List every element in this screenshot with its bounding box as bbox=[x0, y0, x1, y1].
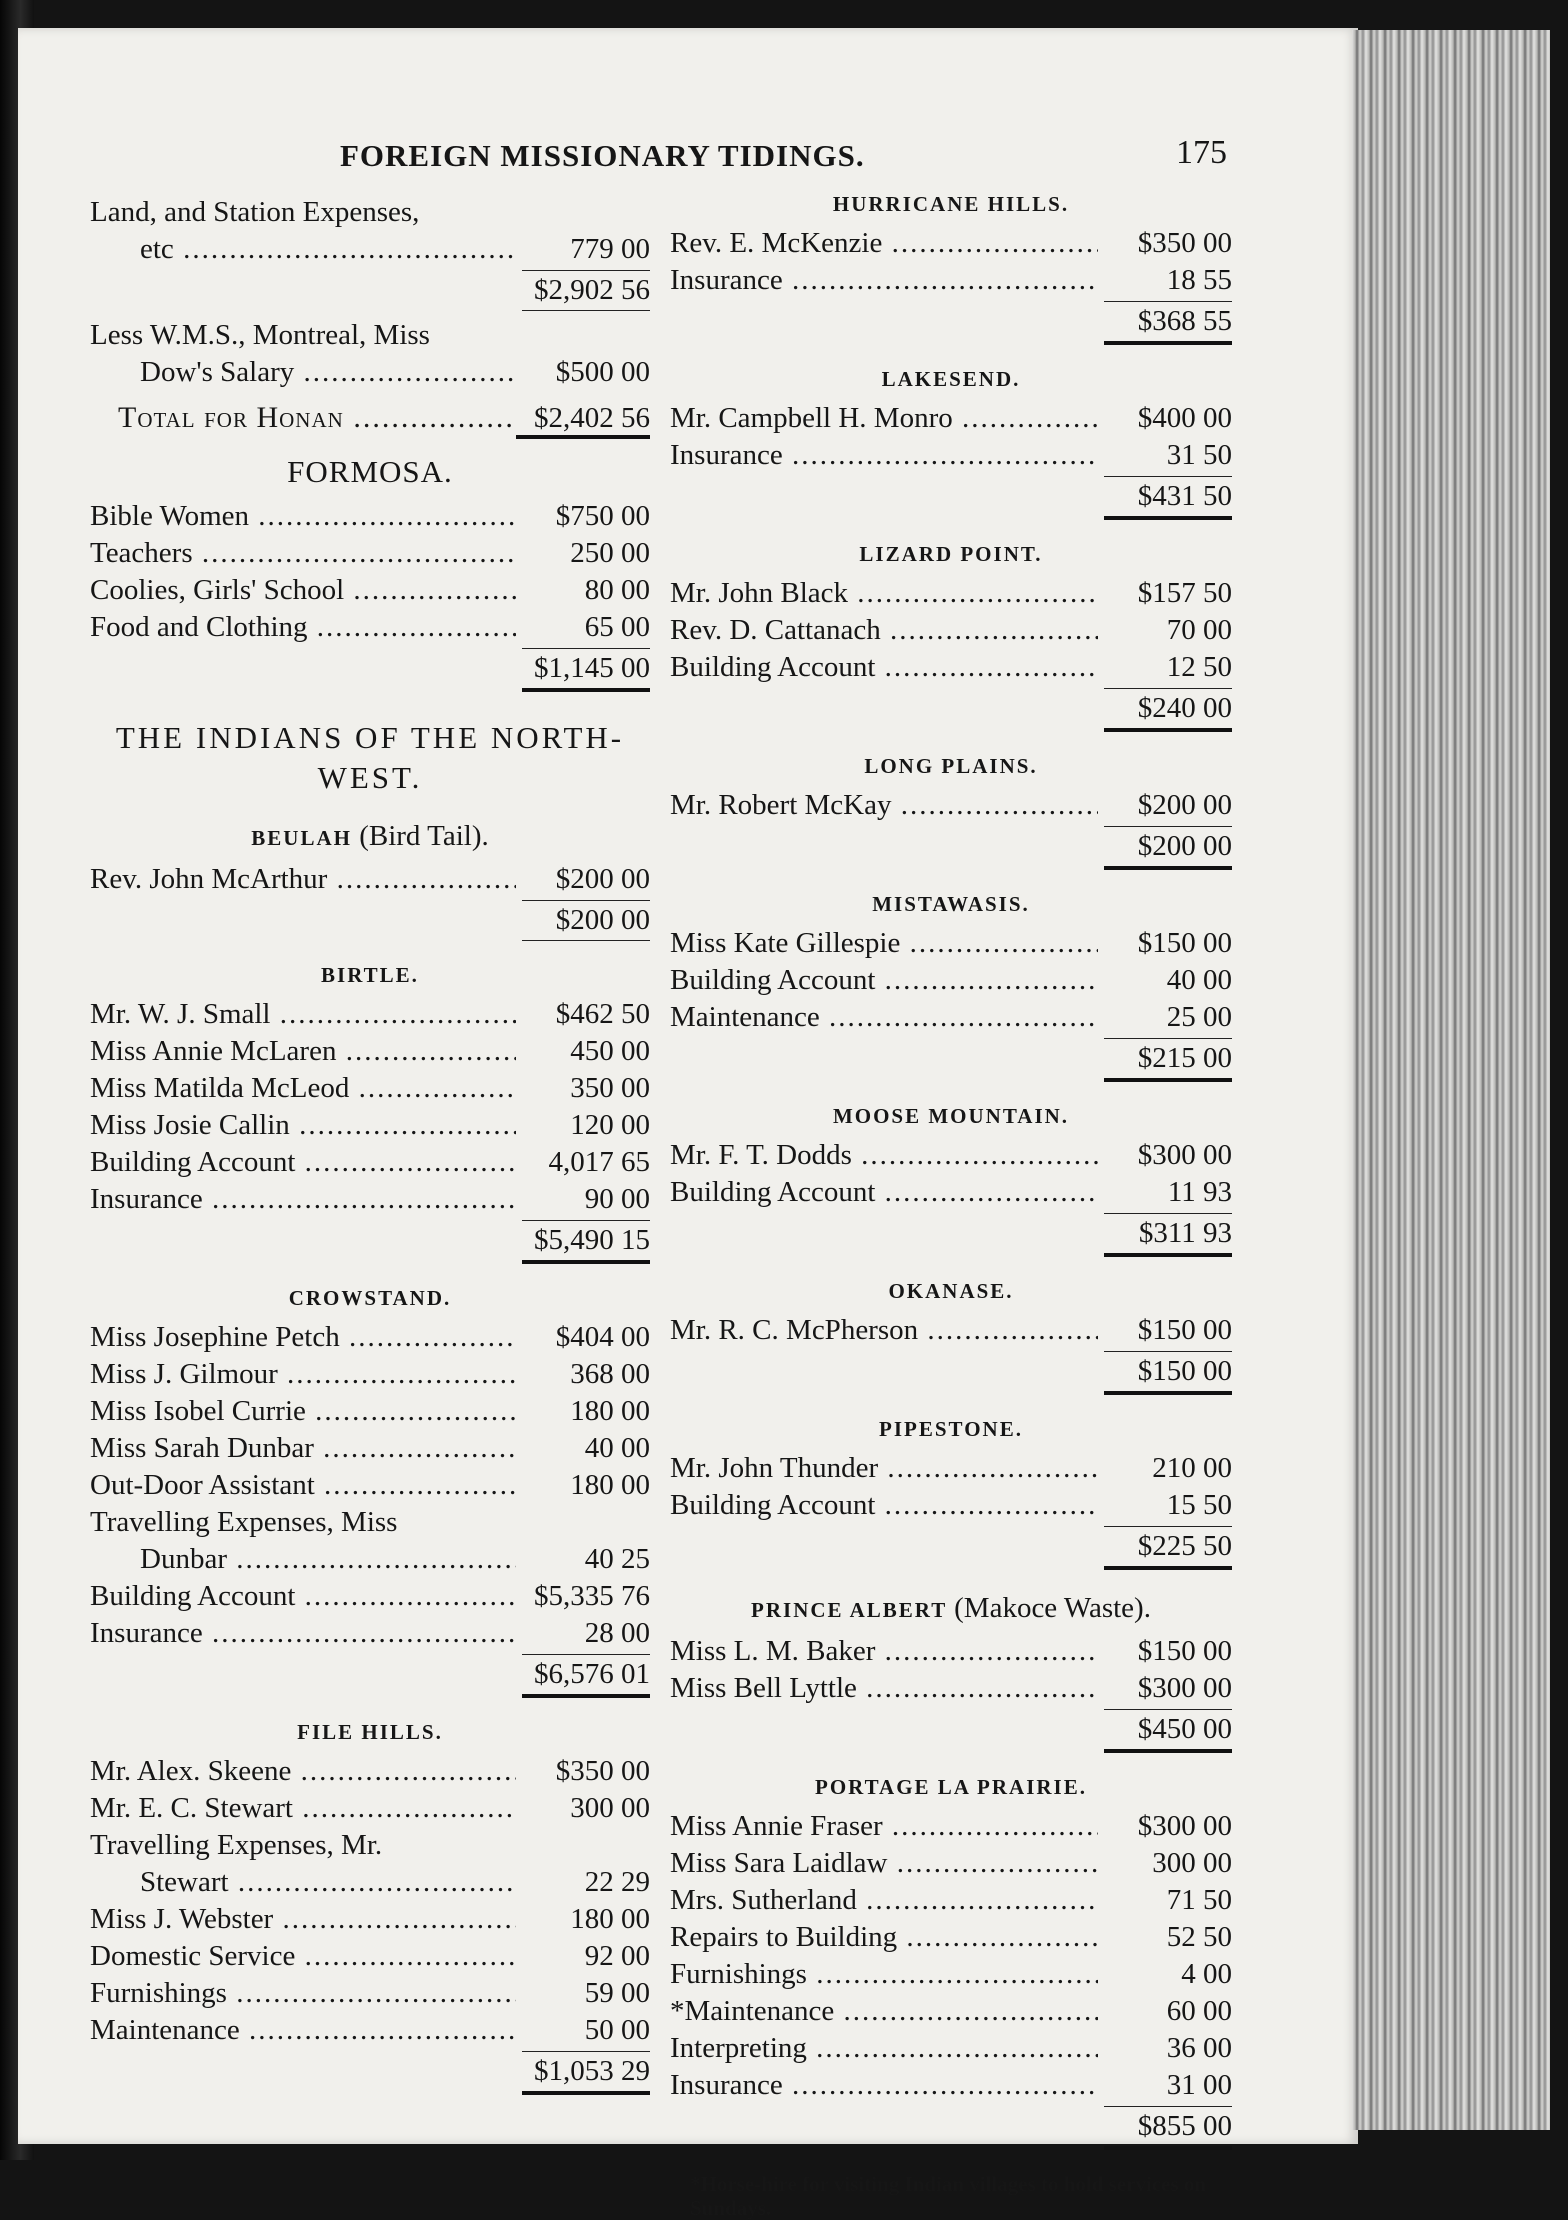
lakesend-title: LAKESEND. bbox=[881, 367, 1021, 391]
ledger-label: Furnishings ..... bbox=[670, 1958, 1098, 1991]
ledger-label: Miss Isobel Currie ..... bbox=[90, 1395, 516, 1428]
ledger-amount: 300 00 bbox=[570, 1792, 650, 1824]
ledger-label: Mr. Alex. Skeene ..... bbox=[90, 1755, 516, 1788]
ledger-amount: 28 00 bbox=[584, 1617, 650, 1649]
prince-albert-total: $450 00 bbox=[670, 1709, 1232, 1753]
ledger-label: Maintenance ..... bbox=[670, 1001, 1098, 1034]
ledger-amount: 15 50 bbox=[1166, 1489, 1232, 1521]
ledger-row bbox=[90, 1792, 650, 1829]
ledger-label: Insurance ..... bbox=[670, 439, 1098, 472]
lizard-point-items bbox=[670, 577, 1232, 688]
ledger-label: Rev. E. McKenzie ..... bbox=[670, 227, 1098, 260]
birtle-total: $5,490 15 bbox=[90, 1220, 650, 1264]
ledger-row bbox=[90, 1072, 650, 1109]
ledger-amount: 92 00 bbox=[584, 1940, 650, 1972]
ledger-label: Teachers ..... bbox=[90, 537, 516, 570]
ledger-label: Insurance ..... bbox=[90, 1617, 516, 1650]
crowstand-travel-row: Dunbar ..... 40 25 bbox=[90, 1543, 650, 1580]
running-header: FOREIGN MISSIONARY TIDINGS. bbox=[340, 138, 865, 173]
ledger-label: Repairs to Building ..... bbox=[670, 1921, 1098, 1954]
ledger-amount: $404 00 bbox=[555, 1321, 650, 1353]
hurricane-hills-title: HURRICANE HILLS. bbox=[832, 192, 1070, 216]
ledger-label: Mr. Campbell H. Monro ..... bbox=[670, 402, 1098, 435]
ledger-label: Mr. E. C. Stewart ..... bbox=[90, 1792, 516, 1825]
ledger-row bbox=[670, 1314, 1232, 1351]
file-hills-travel-line1: Travelling Expenses, Mr. bbox=[90, 1829, 383, 1861]
long-plains-items bbox=[670, 789, 1232, 826]
ledger-row bbox=[670, 1884, 1232, 1921]
ledger-row bbox=[90, 1321, 650, 1358]
ledger-label: Miss L. M. Baker ..... bbox=[670, 1635, 1098, 1668]
ledger-amount: 40 00 bbox=[1166, 964, 1232, 996]
hurricane-hills-total: $368 55 bbox=[670, 301, 1232, 345]
portage-total: $855 00 bbox=[670, 2106, 1232, 2150]
ledger-amount: $300 00 bbox=[1137, 1139, 1232, 1171]
ledger-label: Mr. John Thunder ..... bbox=[670, 1452, 1098, 1485]
ledger-label: Out-Door Assistant ..... bbox=[90, 1469, 516, 1502]
ledger-amount: 180 00 bbox=[570, 1469, 650, 1501]
ledger-row bbox=[670, 1489, 1232, 1526]
ledger-row bbox=[90, 537, 650, 574]
left-column bbox=[90, 196, 650, 2095]
ledger-amount: $150 00 bbox=[1137, 1314, 1232, 1346]
ledger-label: Mrs. Sutherland ..... bbox=[670, 1884, 1098, 1917]
ledger-label: Miss Sarah Dunbar ..... bbox=[90, 1432, 516, 1465]
ledger-row bbox=[90, 1755, 650, 1792]
ledger-label: Building Account ..... bbox=[670, 1489, 1098, 1522]
ledger-row bbox=[670, 402, 1232, 439]
ledger-amount: $200 00 bbox=[1137, 789, 1232, 821]
ledger-label: Domestic Service ..... bbox=[90, 1940, 516, 1973]
crowstand-title: CROWSTAND. bbox=[288, 1286, 452, 1310]
ledger-amount: 250 00 bbox=[570, 537, 650, 569]
ledger-label: Rev. John McArthur ..... bbox=[90, 863, 516, 896]
okanase-title: OKANASE. bbox=[888, 1279, 1014, 1303]
ledger-label: Building Account ..... bbox=[670, 964, 1098, 997]
ledger-row bbox=[90, 1469, 650, 1506]
ledger-row bbox=[90, 1395, 650, 1432]
ledger-row bbox=[90, 863, 650, 900]
ledger-label: Interpreting ..... bbox=[670, 2032, 1098, 2065]
ledger-row bbox=[670, 1958, 1232, 1995]
ledger-amount: 65 00 bbox=[584, 611, 650, 643]
crowstand-items-2 bbox=[90, 1580, 650, 1654]
ledger-row bbox=[90, 1146, 650, 1183]
ledger-row bbox=[670, 1139, 1232, 1176]
ledger-row bbox=[90, 611, 650, 648]
file-hills-items-2 bbox=[90, 1903, 650, 2051]
ledger-amount: $157 50 bbox=[1137, 577, 1232, 609]
long-plains-title: LONG PLAINS. bbox=[864, 754, 1038, 778]
ledger-row bbox=[670, 1847, 1232, 1884]
ledger-amount: 59 00 bbox=[584, 1977, 650, 2009]
ledger-amount: $200 00 bbox=[555, 863, 650, 895]
formosa-items bbox=[90, 500, 650, 648]
ledger-row bbox=[670, 227, 1232, 264]
indians-title: THE INDIANS OF THE NORTH- WEST. bbox=[115, 720, 625, 795]
ledger-label: Furnishings ..... bbox=[90, 1977, 516, 2010]
ledger-row bbox=[670, 1672, 1232, 1709]
file-hills-total: $1,053 29 bbox=[90, 2051, 650, 2095]
file-hills-travel-row: Stewart ..... 22 29 bbox=[90, 1866, 650, 1903]
ledger-label: Mr. Robert McKay ..... bbox=[670, 789, 1098, 822]
ledger-amount: 450 00 bbox=[570, 1035, 650, 1067]
ledger-row bbox=[670, 964, 1232, 1001]
prince-albert-title: PRINCE ALBERT (Makoce Waste). bbox=[751, 1592, 1151, 1624]
ledger-row bbox=[670, 1995, 1232, 2032]
moose-mountain-items bbox=[670, 1139, 1232, 1213]
ledger-label: Mr. R. C. McPherson ..... bbox=[670, 1314, 1098, 1347]
ledger-row bbox=[670, 1810, 1232, 1847]
ledger-label: Maintenance ..... bbox=[90, 2014, 516, 2047]
land-expenses-row: etc ..... 779 00 bbox=[90, 233, 650, 270]
formosa-title: FORMOSA. bbox=[287, 454, 453, 489]
ledger-amount: $400 00 bbox=[1137, 402, 1232, 434]
ledger-amount: $350 00 bbox=[1137, 227, 1232, 259]
ledger-amount: $5,335 76 bbox=[534, 1580, 650, 1612]
ledger-amount: $150 00 bbox=[1137, 927, 1232, 959]
ledger-label: Mr. W. J. Small ..... bbox=[90, 998, 516, 1031]
ledger-amount: 80 00 bbox=[584, 574, 650, 606]
ledger-label: Miss J. Webster ..... bbox=[90, 1903, 516, 1936]
ledger-label: Building Account ..... bbox=[670, 651, 1098, 684]
ledger-amount: 50 00 bbox=[584, 2014, 650, 2046]
portage-items bbox=[670, 1810, 1232, 2106]
prince-albert-items bbox=[670, 1635, 1232, 1709]
ledger-amount: 52 50 bbox=[1166, 1921, 1232, 1953]
file-hills-title: FILE HILLS. bbox=[297, 1720, 443, 1744]
ledger-label: Miss J. Gilmour ..... bbox=[90, 1358, 516, 1391]
ledger-label: Insurance ..... bbox=[90, 1183, 516, 1216]
mistawasis-total: $215 00 bbox=[670, 1038, 1232, 1082]
ledger-amount: 180 00 bbox=[570, 1903, 650, 1935]
ledger-label: Bible Women ..... bbox=[90, 500, 516, 533]
pipestone-items bbox=[670, 1452, 1232, 1526]
okanase-items bbox=[670, 1314, 1232, 1351]
ledger-label: Rev. D. Cattanach ..... bbox=[670, 614, 1098, 647]
ledger-amount: 60 00 bbox=[1166, 1995, 1232, 2027]
ledger-row bbox=[90, 1977, 650, 2014]
pipestone-total: $225 50 bbox=[670, 1526, 1232, 1570]
ledger-row bbox=[90, 574, 650, 611]
ledger-amount: 36 00 bbox=[1166, 2032, 1232, 2064]
ledger-row bbox=[90, 1109, 650, 1146]
crowstand-total: $6,576 01 bbox=[90, 1654, 650, 1698]
ledger-amount: 31 50 bbox=[1166, 439, 1232, 471]
ledger-label: Miss Matilda McLeod ..... bbox=[90, 1072, 516, 1105]
ledger-amount: 300 00 bbox=[1152, 1847, 1232, 1879]
right-column bbox=[670, 192, 1232, 2220]
mistawasis-title: MISTAWASIS. bbox=[872, 892, 1030, 916]
portage-title: PORTAGE LA PRAIRIE. bbox=[815, 1775, 1087, 1799]
ledger-label: Insurance ..... bbox=[670, 264, 1098, 297]
ledger-row bbox=[90, 1358, 650, 1395]
ledger-label: Miss Bell Lyttle ..... bbox=[670, 1672, 1098, 1705]
ledger-amount: 25 00 bbox=[1166, 1001, 1232, 1033]
honan-total-row: Total for Honan ..... $2,402 56 bbox=[90, 401, 650, 438]
ledger-amount: 368 00 bbox=[570, 1358, 650, 1390]
ledger-label: Miss Annie Fraser ..... bbox=[670, 1810, 1098, 1843]
ledger-label: Miss Annie McLaren ..... bbox=[90, 1035, 516, 1068]
ledger-amount: 70 00 bbox=[1166, 614, 1232, 646]
ledger-amount: $750 00 bbox=[555, 500, 650, 532]
birtle-items bbox=[90, 998, 650, 1220]
crowstand-travel-line1: Travelling Expenses, Miss bbox=[90, 1506, 398, 1538]
ledger-amount: 12 50 bbox=[1166, 651, 1232, 683]
lizard-point-total: $240 00 bbox=[670, 688, 1232, 732]
ledger-row bbox=[670, 264, 1232, 301]
long-plains-total: $200 00 bbox=[670, 826, 1232, 870]
beulah-items bbox=[90, 863, 650, 900]
honan-subtotal: $2,902 56 bbox=[90, 270, 650, 311]
ledger-row bbox=[670, 1001, 1232, 1038]
beulah-title: BEULAH (Bird Tail). bbox=[251, 820, 489, 852]
file-hills-items bbox=[90, 1755, 650, 1829]
ledger-row bbox=[670, 1452, 1232, 1489]
ledger-label: Miss Kate Gillespie ..... bbox=[670, 927, 1098, 960]
ledger-amount: 71 50 bbox=[1166, 1884, 1232, 1916]
lakesend-total: $431 50 bbox=[670, 476, 1232, 520]
ledger-label: Miss Sara Laidlaw ..... bbox=[670, 1847, 1098, 1880]
lakesend-items bbox=[670, 402, 1232, 476]
hurricane-hills-items bbox=[670, 227, 1232, 301]
ledger-row bbox=[90, 998, 650, 1035]
ledger-label: Building Account ..... bbox=[90, 1580, 516, 1613]
ledger-label: Food and Clothing ..... bbox=[90, 611, 516, 644]
ledger-row bbox=[90, 1432, 650, 1469]
mistawasis-items bbox=[670, 927, 1232, 1038]
pipestone-title: PIPESTONE. bbox=[879, 1417, 1023, 1441]
ledger-row bbox=[670, 1176, 1232, 1213]
ledger-row bbox=[90, 1035, 650, 1072]
ledger-amount: $462 50 bbox=[555, 998, 650, 1030]
ledger-row bbox=[670, 577, 1232, 614]
ledger-label: Mr. F. T. Dodds ..... bbox=[670, 1139, 1098, 1172]
page-edges bbox=[1352, 30, 1550, 2130]
ledger-amount: $300 00 bbox=[1137, 1810, 1232, 1842]
moose-mountain-total: $311 93 bbox=[670, 1213, 1232, 1257]
ledger-row bbox=[670, 614, 1232, 651]
ledger-row bbox=[670, 439, 1232, 476]
footnote: *Horse-hire for visiting Indian villages to hold services on Sundays. bbox=[690, 2172, 1207, 2220]
birtle-title: BIRTLE. bbox=[321, 963, 419, 987]
ledger-amount: 210 00 bbox=[1152, 1452, 1232, 1484]
ledger-row bbox=[90, 2014, 650, 2051]
land-expenses-line1: Land, and Station Expenses, bbox=[90, 196, 420, 228]
ledger-amount: $350 00 bbox=[555, 1755, 650, 1787]
ledger-row bbox=[670, 1635, 1232, 1672]
okanase-total: $150 00 bbox=[670, 1351, 1232, 1395]
ledger-amount: 18 55 bbox=[1166, 264, 1232, 296]
ledger-row bbox=[90, 1903, 650, 1940]
ledger-amount: 90 00 bbox=[584, 1183, 650, 1215]
ledger-label: Building Account ..... bbox=[90, 1146, 516, 1179]
less-wms-row: Dow's Salary ..... $500 00 bbox=[90, 356, 650, 393]
beulah-total: $200 00 bbox=[90, 900, 650, 941]
ledger-amount: 31 00 bbox=[1166, 2069, 1232, 2101]
ledger-row bbox=[90, 1580, 650, 1617]
ledger-label: Building Account ..... bbox=[670, 1176, 1098, 1209]
moose-mountain-title: MOOSE MOUNTAIN. bbox=[832, 1104, 1070, 1128]
ledger-amount: 350 00 bbox=[570, 1072, 650, 1104]
ledger-row bbox=[670, 1921, 1232, 1958]
ledger-label: Miss Josephine Petch ..... bbox=[90, 1321, 516, 1354]
ledger-label: Insurance ..... bbox=[670, 2069, 1098, 2102]
less-wms-line1: Less W.M.S., Montreal, Miss bbox=[90, 319, 430, 351]
ledger-label: Mr. John Black ..... bbox=[670, 577, 1098, 610]
ledger-row bbox=[90, 1183, 650, 1220]
ledger-amount: 120 00 bbox=[570, 1109, 650, 1141]
ledger-amount: 11 93 bbox=[1167, 1176, 1232, 1208]
lizard-point-title: LIZARD POINT. bbox=[859, 542, 1043, 566]
ledger-amount: 4,017 65 bbox=[548, 1146, 650, 1178]
formosa-total: $1,145 00 bbox=[90, 648, 650, 692]
crowstand-items bbox=[90, 1321, 650, 1506]
ledger-row bbox=[670, 927, 1232, 964]
page-number: 175 bbox=[1176, 134, 1227, 171]
ledger-label: Coolies, Girls' School ..... bbox=[90, 574, 516, 607]
ledger-amount: 40 00 bbox=[584, 1432, 650, 1464]
ledger-row bbox=[670, 651, 1232, 688]
ledger-amount: 4 00 bbox=[1181, 1958, 1232, 1990]
ledger-label: *Maintenance ..... bbox=[670, 1995, 1098, 2028]
ledger-label: Miss Josie Callin ..... bbox=[90, 1109, 516, 1142]
ledger-amount: $150 00 bbox=[1137, 1635, 1232, 1667]
ledger-row bbox=[90, 1617, 650, 1654]
ledger-row bbox=[670, 2032, 1232, 2069]
ledger-row bbox=[670, 789, 1232, 826]
ledger-row bbox=[90, 500, 650, 537]
ledger-row bbox=[670, 2069, 1232, 2106]
ledger-amount: 180 00 bbox=[570, 1395, 650, 1427]
ledger-row bbox=[90, 1940, 650, 1977]
ledger-amount: $300 00 bbox=[1137, 1672, 1232, 1704]
